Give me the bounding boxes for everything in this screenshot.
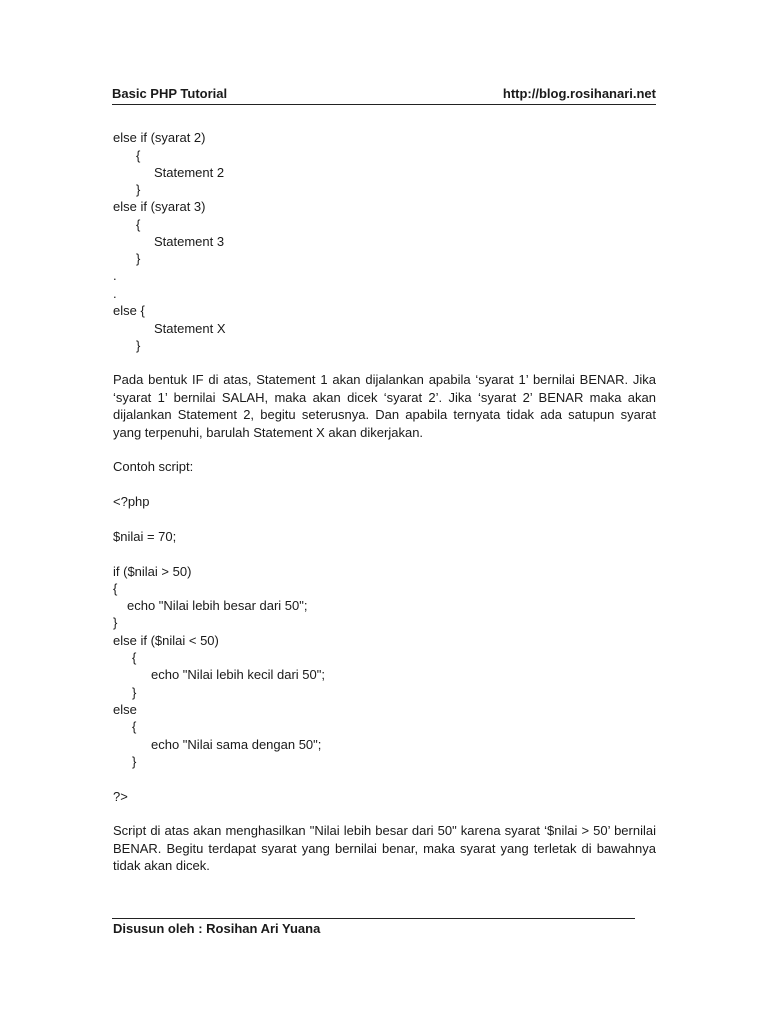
- footer-divider: [112, 918, 635, 919]
- code-line: if ($nilai > 50): [113, 564, 192, 579]
- code-line: Statement 2: [154, 165, 225, 180]
- code-line: echo "Nilai lebih besar dari 50";: [127, 598, 308, 613]
- code-line: echo "Nilai sama dengan 50";: [151, 737, 322, 752]
- code-line: }: [132, 754, 137, 769]
- code-line: .: [113, 268, 117, 283]
- code-line: echo "Nilai lebih kecil dari 50";: [151, 667, 325, 682]
- page-header: [112, 86, 656, 105]
- code-line: }: [136, 338, 141, 353]
- code-line: else: [113, 702, 137, 717]
- code-line: else {: [113, 303, 145, 318]
- code-php-close: ?>: [113, 789, 128, 804]
- code-line: else if (syarat 2): [113, 130, 206, 145]
- code-line: }: [136, 182, 141, 197]
- contoh-label: Contoh script:: [113, 459, 194, 474]
- code-line: Statement X: [154, 321, 226, 336]
- code-line: }: [136, 251, 141, 266]
- code-line: }: [113, 615, 118, 630]
- footer-author: Disusun oleh : Rosihan Ari Yuana: [113, 921, 321, 936]
- header-url: http://blog.rosihanari.net: [502, 86, 656, 101]
- code-line: {: [132, 719, 137, 734]
- code-line: .: [113, 286, 117, 301]
- code-php-open: <?php: [113, 494, 150, 509]
- body-paragraph: Script di atas akan menghasilkan "Nilai lebih besar dari 50" karena syarat ‘$nilai > 50’ bernilai BENAR. Begitu terdapat syarat yang bernilai benar, maka syarat yang terletak di bawahnya tidak akan dicek.: [113, 823, 656, 873]
- header-title: Basic PHP Tutorial: [112, 86, 228, 101]
- code-line: {: [132, 650, 137, 665]
- code-line: }: [132, 685, 137, 700]
- code-line: {: [136, 148, 141, 163]
- code-line: else if (syarat 3): [113, 199, 206, 214]
- body-paragraph: Pada bentuk IF di atas, Statement 1 akan dijalankan apabila ‘syarat 1’ bernilai BENAR. Jika ‘syarat 1’ bernilai SALAH, maka akan dicek ‘syarat 2’. Jika ‘syarat 2’ BENAR maka akan dijalankan Statement 2, begitu seterusnya. Dan apabila ternyata tidak ada satupun syarat yang terpenuhi, barulah Statement X akan dikerjakan.: [113, 372, 656, 440]
- code-line: {: [113, 581, 118, 596]
- code-assign: $nilai = 70;: [113, 529, 177, 544]
- code-line: else if ($nilai < 50): [113, 633, 219, 648]
- code-line: {: [136, 217, 141, 232]
- code-line: Statement 3: [154, 234, 225, 249]
